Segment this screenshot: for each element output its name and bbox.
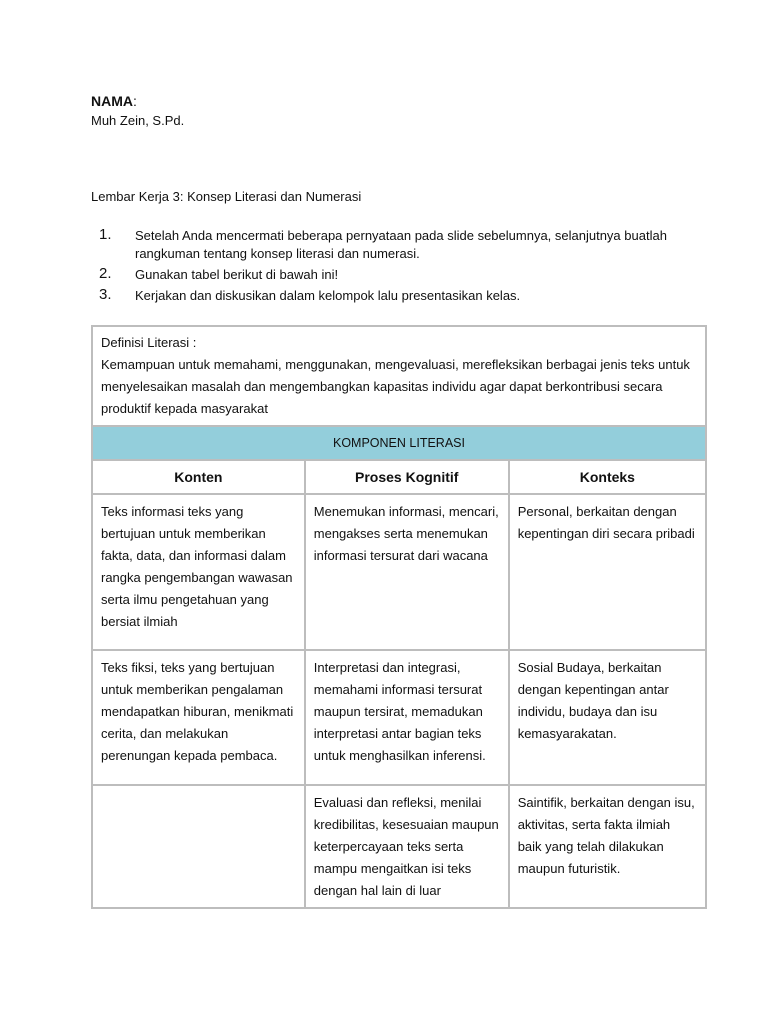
cell-konten — [92, 785, 305, 908]
cell-konten: Teks fiksi, teks yang bertujuan untuk memberikan pengalaman mendapatkan hiburan, menikmati cerita, dan melakukan perenungan kepada pembaca. — [92, 650, 305, 785]
table-row — [92, 785, 706, 908]
instruction-number: 1. — [99, 226, 112, 243]
cell-konten: Teks informasi teks yang bertujuan untuk memberikan fakta, data, dan informasi dalam rangka pengembangan wawasan serta ilmu pengetahuan yang bersiat ilmiah — [92, 494, 305, 650]
component-band-title: KOMPONEN LITERASI — [92, 426, 706, 460]
name-label-colon: : — [133, 93, 137, 109]
component-band-row — [92, 426, 706, 460]
definition-text: Kemampuan untuk memahami, menggunakan, mengevaluasi, merefleksikan berbagai jenis teks untuk menyelesaikan masalah dan mengembangkan kapasitas individu agar dapat berkontribusi secara produktif kepada masyarakat — [101, 357, 690, 416]
table-row — [92, 494, 706, 650]
name-label — [91, 93, 137, 109]
instruction-text: Kerjakan dan diskusikan dalam kelompok lalu presentasikan kelas. — [135, 288, 521, 303]
cell-proses: Interpretasi dan integrasi, memahami informasi tersurat maupun tersirat, memadukan interpretasi antar bagian teks untuk menghasilkan inferensi. — [305, 650, 509, 785]
definition-label: Definisi Literasi : — [101, 335, 197, 350]
column-header-konten: Konten — [92, 460, 305, 494]
instruction-item — [91, 266, 691, 284]
column-header-proses: Proses Kognitif — [305, 460, 509, 494]
definition-cell — [92, 326, 706, 426]
literacy-table — [91, 325, 707, 909]
cell-proses: Evaluasi dan refleksi, menilai kredibilitas, kesesuaian maupun keterpercayaan teks serta mampu mengaitkan isi teks dengan hal lain di luar — [305, 785, 509, 908]
cell-konteks: Personal, berkaitan dengan kepentingan diri secara pribadi — [509, 494, 706, 650]
instruction-number: 3. — [99, 286, 112, 303]
definition-row — [92, 326, 706, 426]
instruction-number: 2. — [99, 265, 112, 282]
cell-proses: Menemukan informasi, mencari, mengakses serta menemukan informasi tersurat dari wacana — [305, 494, 509, 650]
instruction-text: Setelah Anda mencermati beberapa pernyataan pada slide sebelumnya, selanjutnya buatlah rangkuman tentang konsep literasi dan numerasi. — [135, 228, 667, 261]
column-header-row — [92, 460, 706, 494]
name-label-text: NAMA — [91, 93, 133, 109]
name-value: Muh Zein, S.Pd. — [91, 113, 185, 128]
table-row — [92, 650, 706, 785]
instruction-item — [91, 287, 691, 305]
worksheet-title: Lembar Kerja 3: Konsep Literasi dan Numerasi — [91, 189, 362, 204]
cell-konteks: Saintifik, berkaitan dengan isu, aktivitas, serta fakta ilmiah baik yang telah dilakukan maupun futuristik. — [509, 785, 706, 908]
instruction-item — [91, 227, 691, 263]
cell-konteks: Sosial Budaya, berkaitan dengan kepentingan antar individu, budaya dan isu kemasyarakatan. — [509, 650, 706, 785]
column-header-konteks: Konteks — [509, 460, 706, 494]
instruction-text: Gunakan tabel berikut di bawah ini! — [135, 267, 339, 282]
instruction-list — [91, 227, 691, 308]
